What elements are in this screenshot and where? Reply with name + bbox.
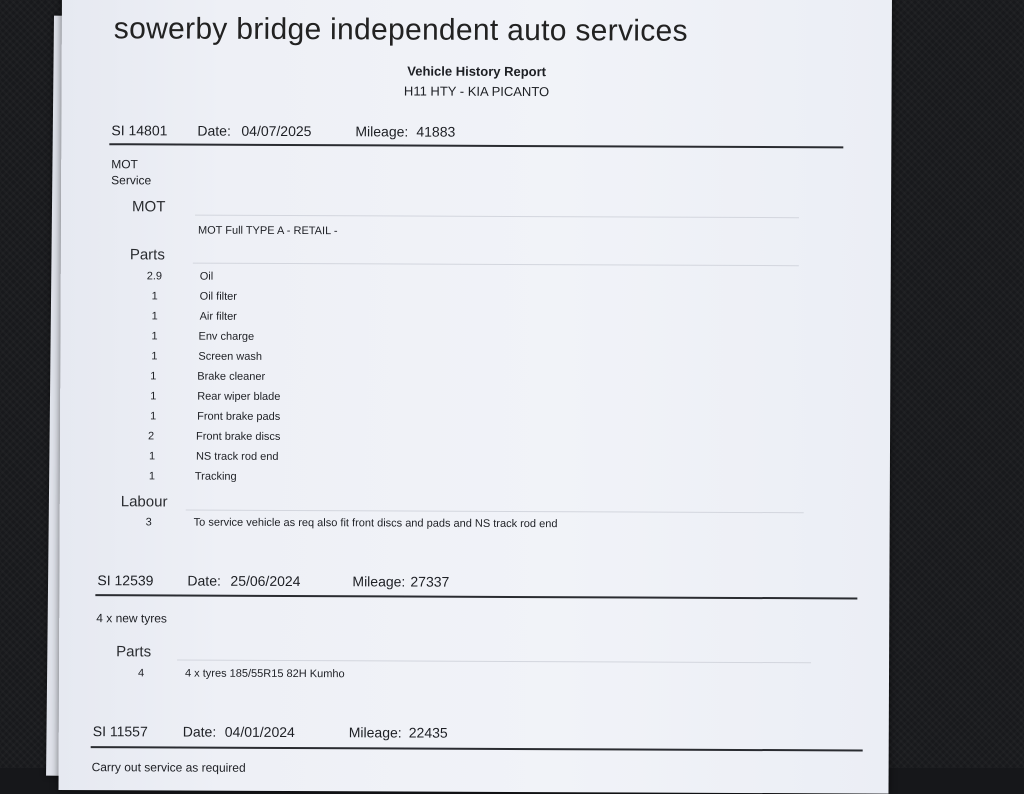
- part-description: Front brake pads: [197, 410, 281, 423]
- parts-heading: Parts: [129, 246, 165, 264]
- parts-heading: Parts: [116, 643, 152, 661]
- mot-heading: MOT: [132, 198, 166, 216]
- part-qty: 1: [150, 410, 157, 423]
- part-qty: 1: [150, 390, 157, 403]
- part-qty: 1: [148, 470, 156, 483]
- date-label: Date:: [182, 723, 217, 740]
- part-description: Front brake discs: [196, 430, 281, 443]
- labour-heading: Labour: [120, 493, 168, 511]
- report-page: [59, 0, 892, 794]
- part-description: Env charge: [198, 330, 255, 343]
- section-divider: [186, 510, 804, 514]
- mileage-label: Mileage:: [352, 573, 406, 590]
- date-label: Date:: [197, 122, 231, 139]
- mileage-label: Mileage:: [348, 724, 402, 741]
- part-description: Brake cleaner: [197, 370, 266, 383]
- part-description: Rear wiper blade: [197, 390, 281, 403]
- part-qty: 1: [151, 330, 158, 343]
- mot-item: MOT Full TYPE A - RETAIL -: [197, 224, 338, 238]
- part-description: Tracking: [194, 470, 237, 483]
- labour-qty: 3: [145, 516, 152, 529]
- part-description: Oil filter: [199, 290, 237, 303]
- part-qty: 1: [151, 310, 158, 323]
- part-description: Screen wash: [198, 350, 263, 363]
- report-title: Vehicle History Report: [407, 63, 547, 80]
- invoice-number: SI 14801: [111, 122, 168, 139]
- divider-rule: [109, 143, 843, 148]
- mileage-value: 22435: [408, 724, 448, 741]
- record-note: 4 x new tyres: [96, 611, 167, 626]
- record-note: Service: [111, 173, 152, 188]
- record-date: 04/01/2024: [224, 723, 295, 741]
- part-qty: 2: [148, 430, 155, 443]
- part-qty: 1: [148, 450, 156, 463]
- record-date: 25/06/2024: [230, 572, 301, 590]
- part-description: Oil: [199, 270, 214, 283]
- divider-rule: [91, 746, 863, 751]
- labour-description: To service vehicle as req also fit front discs and pads and NS track rod end: [193, 516, 558, 531]
- mileage-value: 41883: [416, 123, 456, 140]
- part-qty: 1: [150, 370, 157, 383]
- record-note: MOT: [111, 157, 138, 172]
- divider-rule: [95, 594, 857, 599]
- invoice-number: SI 12539: [97, 572, 154, 589]
- section-divider: [177, 660, 811, 664]
- part-description: Air filter: [199, 310, 237, 323]
- company-name: sowerby bridge independent auto services: [113, 12, 688, 48]
- part-description: NS track rod end: [195, 450, 279, 463]
- section-divider: [195, 215, 799, 219]
- mileage-label: Mileage:: [355, 123, 409, 140]
- part-qty: 4: [137, 667, 145, 680]
- mileage-value: 27337: [410, 573, 450, 590]
- record-date: 04/07/2025: [241, 122, 312, 140]
- part-qty: 1: [151, 290, 158, 303]
- section-divider: [193, 263, 799, 267]
- part-qty: 2.9: [146, 270, 163, 283]
- record-note: Carry out service as required: [91, 760, 246, 775]
- invoice-number: SI 11557: [92, 723, 148, 740]
- part-qty: 1: [151, 350, 158, 363]
- part-description: 4 x tyres 185/55R15 82H Kumho: [184, 667, 345, 681]
- date-label: Date:: [187, 572, 221, 589]
- vehicle-registration: H11 HTY - KIA PICANTO: [403, 83, 550, 100]
